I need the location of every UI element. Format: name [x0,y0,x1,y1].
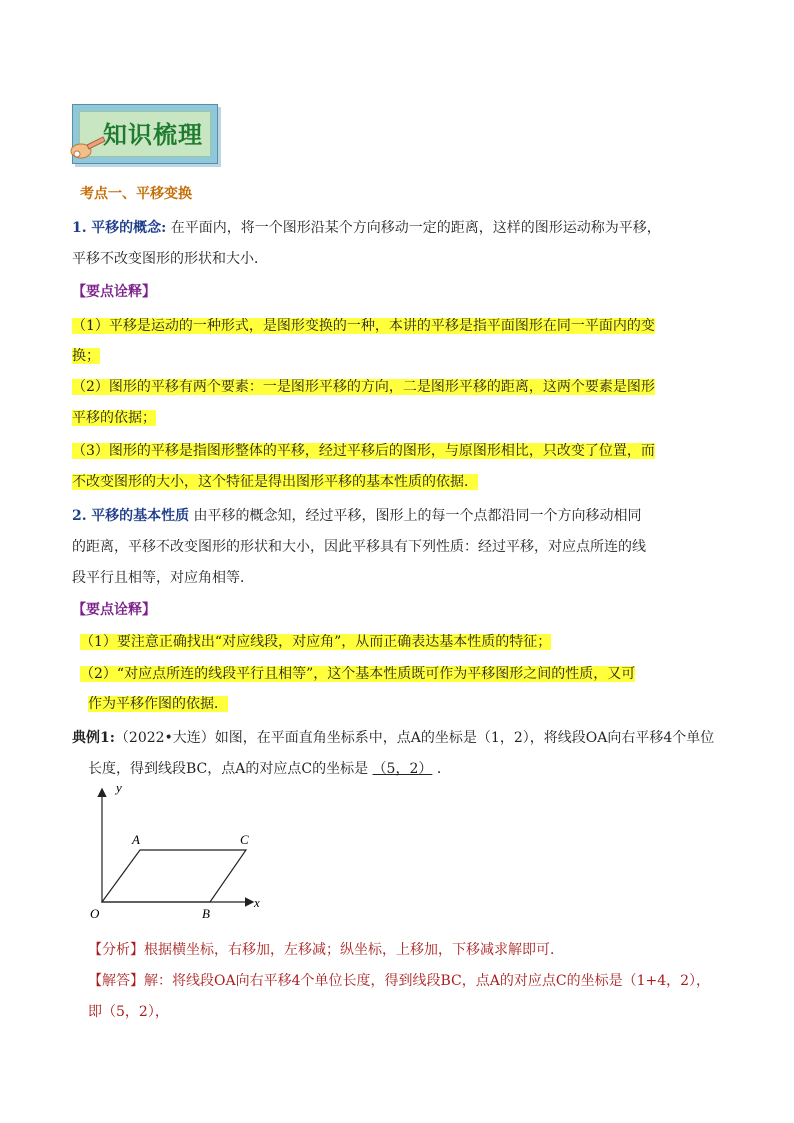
item1-text-a: 在平面内，将一个图形沿某个方向移动一定的距离，这样的图形运动称为平移， [170,220,661,236]
item2-number: 2. [72,508,87,524]
analysis-line [88,940,564,960]
y-axis-label: y [116,780,122,795]
item2-line1 [72,506,642,526]
pencil-icon [67,133,107,163]
note2-line1: （1）要注意正确找出“对应线段，对应角”，从而正确表达基本性质的特征； [80,634,552,650]
example1-text2: 长度，得到线段BC，点A的对应点C的坐标是 [88,761,373,777]
note1-line6: 不改变图形的大小，这个特征是得出图形平移的基本性质的依据． [72,474,478,490]
note1-line2: 换； [72,348,100,364]
note1-line3: （2）图形的平移有两个要素：一是图形平移的方向，二是图形平移的距离，这两个要素是图形 [72,379,655,395]
analysis-label: 【分析】 [88,942,144,958]
solution-text1: 解：将线段OA向右平移4个单位长度，得到线段BC，点A的对应点C的坐标是（1+4，2）， [144,973,711,989]
banner-title: 知识梳理 [103,121,203,149]
solution-label: 【解答】 [88,973,144,989]
note1-label: 【要点诠释】 [72,284,156,300]
solution-text2: 即（5，2）， [88,1004,169,1020]
note1-line5: （3）图形的平移是指图形整体的平移，经过平移后的图形，与原图形相比，只改变了位置，而 [72,443,655,459]
point-o-label: O [90,906,100,920]
item1-number: 1. [72,220,87,236]
parallelogram [102,850,246,902]
section-heading: 考点一、平移变换 [80,186,192,202]
section-banner [72,104,218,164]
x-axis-label: x [254,895,260,910]
example1-label: 典例1: [72,730,115,746]
note1-line4: 平移的依据； [72,410,156,426]
example1-line1 [72,728,714,748]
note2-line3: 作为平移作图的依据． [88,696,228,712]
point-c-label: C [240,832,249,847]
point-b-label: B [202,906,210,920]
note2-label: 【要点诠释】 [72,602,156,618]
item1-text-b: 平移不改变图形的形状和大小． [72,251,268,267]
analysis-text: 根据横坐标，右移加，左移减；纵坐标，上移加，下移减求解即可． [144,942,564,958]
example1-line2 [88,759,451,779]
example1-answer: （5，2） [372,761,433,777]
note2-line2: （2）“对应点所连的线段平行且相等”，这个基本性质既可作为平移图形之间的性质，又可 [80,666,636,682]
item1-line1 [72,218,661,238]
example1-text2-end: ． [436,761,451,777]
point-a-label: A [132,832,140,847]
item2-text-b: 的距离，平移不改变图形的形状和大小，因此平移具有下列性质：经过平移，对应点所连的线 [72,539,646,555]
item1-term: 平移的概念: [91,220,167,236]
example1-text1: （2022•大连）如图，在平面直角坐标系中，点A的坐标是（1，2），将线段OA向右平移4个单位 [114,730,715,746]
coordinate-graph [80,780,280,920]
item2-term: 平移的基本性质 [91,508,190,524]
solution-line1 [88,971,710,991]
item2-text-a: 由平移的概念知，经过平移，图形上的每一个点都沿同一个方向移动相同 [189,508,642,524]
note1-line1: （1）平移是运动的一种形式，是图形变换的一种，本讲的平移是指平面图形在同一平面内的变 [72,318,655,334]
item2-text-c: 段平行且相等，对应角相等． [72,570,254,586]
